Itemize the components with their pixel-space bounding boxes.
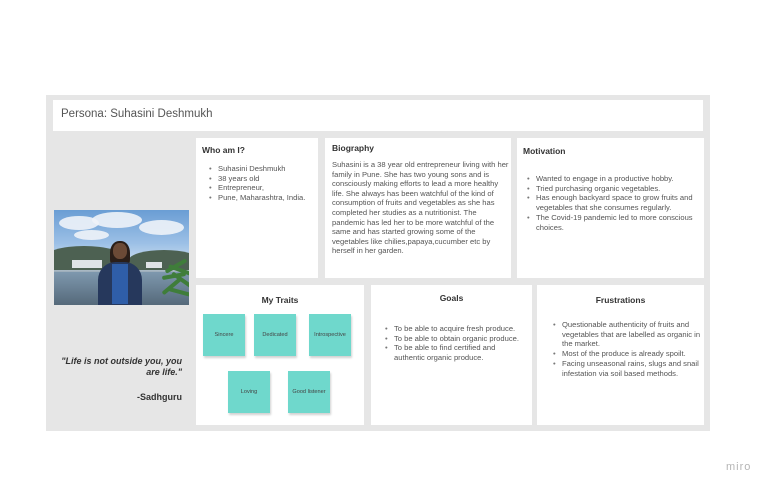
- frustrations-heading: Frustrations: [595, 295, 646, 305]
- list-item: • To be able to find certified and authentic organic produce.: [384, 343, 524, 362]
- list-item: • Pune, Maharashtra, India.: [208, 193, 313, 203]
- cloud: [74, 230, 109, 240]
- palm-tree: [158, 258, 189, 305]
- miro-logo: miro: [726, 461, 752, 473]
- list-item: • Has enough backyard space to grow fruits and vegetables that she consumes regularly.: [526, 193, 701, 212]
- quote-author: -Sadhguru: [137, 392, 182, 402]
- sticky-note-introspective[interactable]: Introspective: [309, 314, 351, 356]
- traits-heading: My Traits: [261, 295, 299, 305]
- list-item: • Entrepreneur,: [208, 183, 313, 193]
- cloud: [92, 212, 142, 228]
- list-item: • Most of the produce is already spoilt.: [552, 349, 702, 359]
- person-face: [113, 243, 127, 259]
- list-item: • The Covid-19 pandemic led to more conscious choices.: [526, 213, 701, 232]
- list-item: • To be able to acquire fresh produce.: [384, 324, 524, 334]
- biography-heading: Biography: [332, 143, 375, 153]
- persona-photo[interactable]: [54, 210, 189, 305]
- list-item: • 38 years old: [208, 174, 313, 184]
- who-am-i-heading: Who am I?: [202, 145, 245, 155]
- list-item: • Wanted to engage in a productive hobby.: [526, 174, 701, 184]
- motivation-list: [526, 174, 701, 232]
- biography-card[interactable]: [325, 138, 511, 278]
- who-am-i-card[interactable]: [196, 138, 318, 278]
- traits-card[interactable]: [196, 285, 364, 425]
- motivation-heading: Motivation: [523, 146, 566, 156]
- goals-list: [384, 324, 524, 363]
- list-item: • Tried purchasing organic vegetables.: [526, 184, 701, 194]
- frustrations-card[interactable]: [537, 285, 704, 425]
- frustrations-list: [552, 320, 702, 378]
- building: [72, 260, 102, 268]
- biography-text: Suhasini is a 38 year old entrepreneur living with her family in Pune. She has two young sons and is consciously making efforts to lead a more healthy life. She always has been watchful of the kind of consumption of fruits and vegetables as she has completed her studies as a nutritionist. The pandemic has led her to be more watchful of the same and has started growing some of the vegetables like chilies,papaya,cucumber etc by herself in her garden.: [332, 160, 509, 256]
- sticky-note-good-listener[interactable]: Good listener: [288, 371, 330, 413]
- sticky-note-sincere[interactable]: Sincere: [203, 314, 245, 356]
- motivation-card[interactable]: [517, 138, 704, 278]
- list-item: • Questionable authenticity of fruits and vegetables that are labelled as organic in the market.: [552, 320, 702, 349]
- sticky-note-loving[interactable]: Loving: [228, 371, 270, 413]
- cloud: [139, 220, 184, 235]
- goals-card[interactable]: [371, 285, 532, 425]
- persona-quote: "Life is not outside you, you are life.": [61, 356, 182, 377]
- sticky-note-dedicated[interactable]: Dedicated: [254, 314, 296, 356]
- persona-title-card[interactable]: [53, 100, 703, 131]
- list-item: • Suhasini Deshmukh: [208, 164, 313, 174]
- who-am-i-list: [208, 164, 313, 203]
- list-item: • Facing unseasonal rains, slugs and snail infestation via soil based methods.: [552, 359, 702, 378]
- person-shirt: [112, 264, 128, 304]
- persona-title: Persona: Suhasini Deshmukh: [61, 108, 213, 120]
- list-item: • To be able to obtain organic produce.: [384, 334, 524, 344]
- goals-heading: Goals: [439, 293, 464, 303]
